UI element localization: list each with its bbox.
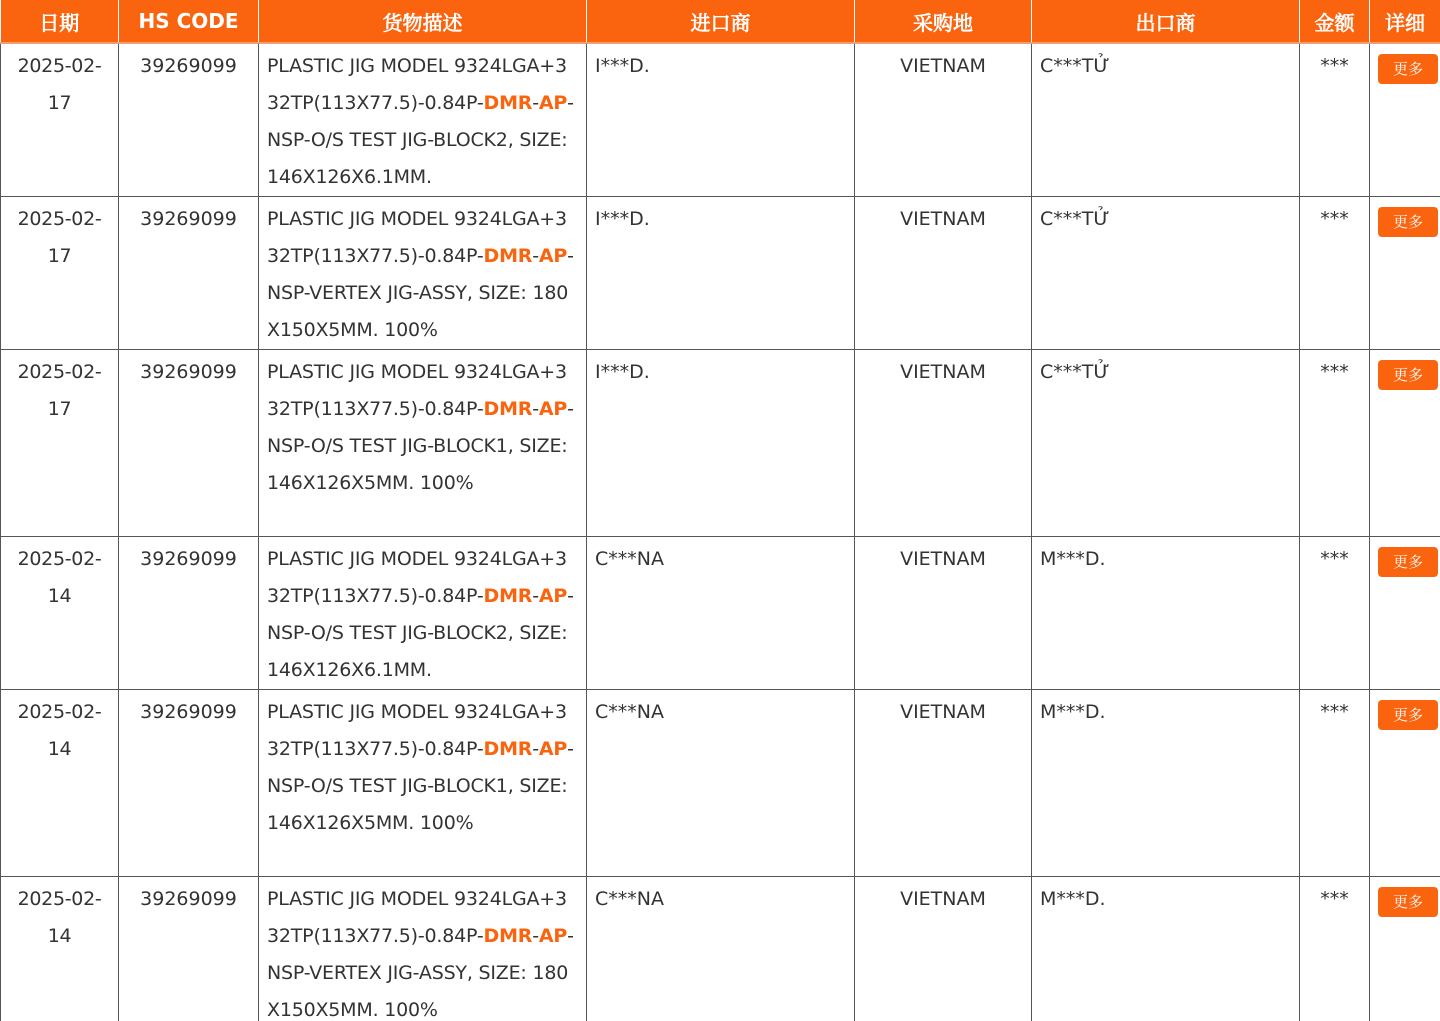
cell-amount: *** [1300,197,1370,350]
description-text: -NSP-VERTEX JIG-ASSY, SIZE: 180X150X5MM. 100% [267,245,574,341]
description-text: PLASTIC JIG MODEL 9324LGA+332TP(113X77.5)-0.84P- [267,55,567,114]
description-text: - [532,245,539,267]
description-highlight: AP [538,92,568,114]
cell-description [259,197,587,350]
description-text: -NSP-O/S TEST JIG-BLOCK1, SIZE: 146X126X5MM. 100% [267,398,574,494]
header-description: 货物描述 [259,0,587,43]
description-text: PLASTIC JIG MODEL 9324LGA+332TP(113X77.5)-0.84P- [267,888,567,947]
description-text: - [532,925,539,947]
cell-date: 2025-02-17 [1,43,119,197]
table-row [1,350,1440,537]
cell-detail [1370,537,1440,690]
table-row [1,197,1440,350]
description-text: - [532,585,539,607]
description-text: PLASTIC JIG MODEL 9324LGA+332TP(113X77.5)-0.84P- [267,208,567,267]
table-row [1,877,1440,1021]
cell-importer: I***D. [587,197,855,350]
cell-detail [1370,350,1440,537]
cell-importer: C***NA [587,537,855,690]
cell-amount: *** [1300,43,1370,197]
cell-description [259,690,587,877]
more-button[interactable]: 更多 [1378,887,1438,917]
cell-exporter: C***TỬ [1032,197,1300,350]
header-hs-code: HS CODE [119,0,259,43]
table-row [1,537,1440,690]
cell-detail [1370,197,1440,350]
description-text: - [532,398,539,420]
header-importer: 进口商 [587,0,855,43]
cell-hs-code: 39269099 [119,197,259,350]
header-date: 日期 [1,0,119,43]
description-text: -NSP-O/S TEST JIG-BLOCK1, SIZE: 146X126X5MM. 100% [267,738,574,834]
description-highlight: DMR [483,925,533,947]
cell-amount: *** [1300,877,1370,1021]
cell-hs-code: 39269099 [119,877,259,1021]
description-highlight: DMR [483,585,533,607]
cell-exporter: C***TỬ [1032,350,1300,537]
cell-description [259,43,587,197]
description-text: - [532,92,539,114]
description-text: - [532,738,539,760]
cell-amount: *** [1300,537,1370,690]
description-highlight: AP [538,585,568,607]
cell-importer: I***D. [587,350,855,537]
cell-description [259,877,587,1021]
more-button[interactable]: 更多 [1378,360,1438,390]
table-header-row [1,0,1440,43]
description-highlight: AP [538,925,568,947]
cell-amount: *** [1300,690,1370,877]
cell-exporter: C***TỬ [1032,43,1300,197]
header-amount: 金额 [1300,0,1370,43]
cell-amount: *** [1300,350,1370,537]
more-button[interactable]: 更多 [1378,547,1438,577]
table-row [1,43,1440,197]
description-text: PLASTIC JIG MODEL 9324LGA+332TP(113X77.5)-0.84P- [267,548,567,607]
more-button[interactable]: 更多 [1378,700,1438,730]
header-exporter: 出口商 [1032,0,1300,43]
description-text: PLASTIC JIG MODEL 9324LGA+332TP(113X77.5)-0.84P- [267,701,567,760]
description-text: -NSP-O/S TEST JIG-BLOCK2, SIZE: 146X126X6.1MM. [267,585,574,681]
cell-detail [1370,690,1440,877]
cell-exporter: M***D. [1032,690,1300,877]
description-highlight: DMR [483,398,533,420]
cell-hs-code: 39269099 [119,690,259,877]
description-highlight: AP [538,398,568,420]
cell-importer: I***D. [587,43,855,197]
cell-date: 2025-02-17 [1,197,119,350]
description-highlight: DMR [483,245,533,267]
cell-importer: C***NA [587,690,855,877]
cell-hs-code: 39269099 [119,537,259,690]
more-button[interactable]: 更多 [1378,54,1438,84]
description-text: PLASTIC JIG MODEL 9324LGA+332TP(113X77.5)-0.84P- [267,361,567,420]
cell-description [259,537,587,690]
description-text: -NSP-VERTEX JIG-ASSY, SIZE: 180X150X5MM. 100% [267,925,574,1021]
cell-detail [1370,43,1440,197]
cell-origin: VIETNAM [855,350,1032,537]
cell-origin: VIETNAM [855,43,1032,197]
description-highlight: DMR [483,738,533,760]
cell-origin: VIETNAM [855,877,1032,1021]
cell-date: 2025-02-14 [1,877,119,1021]
more-button[interactable]: 更多 [1378,207,1438,237]
cell-date: 2025-02-17 [1,350,119,537]
description-highlight: DMR [483,92,533,114]
description-text: -NSP-O/S TEST JIG-BLOCK2, SIZE: 146X126X6.1MM. [267,92,574,188]
table-row [1,690,1440,877]
cell-date: 2025-02-14 [1,690,119,877]
cell-origin: VIETNAM [855,690,1032,877]
table-body [1,43,1440,1021]
description-highlight: AP [538,245,568,267]
header-detail: 详细 [1370,0,1440,43]
cell-detail [1370,877,1440,1021]
cell-importer: C***NA [587,877,855,1021]
header-origin: 采购地 [855,0,1032,43]
cell-origin: VIETNAM [855,537,1032,690]
cell-exporter: M***D. [1032,537,1300,690]
cell-date: 2025-02-14 [1,537,119,690]
description-highlight: AP [538,738,568,760]
cell-description [259,350,587,537]
cell-origin: VIETNAM [855,197,1032,350]
cell-hs-code: 39269099 [119,43,259,197]
cell-exporter: M***D. [1032,877,1300,1021]
cell-hs-code: 39269099 [119,350,259,537]
